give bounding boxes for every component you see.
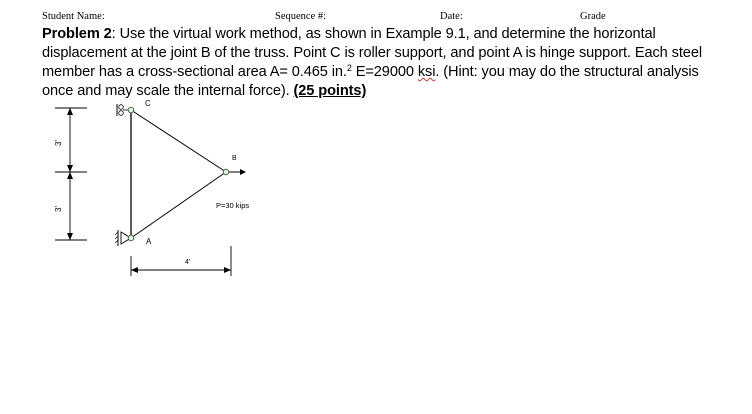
- label-a: A: [146, 237, 152, 246]
- label-c: C: [145, 99, 151, 108]
- dim-width-label: 4': [185, 259, 191, 266]
- roller-support-c: [117, 104, 129, 116]
- sequence-label: Sequence #:: [275, 11, 327, 22]
- problem-text-1: : Use the virtual work method, as shown in Example 9.1, and determine the horizontal displacement at the joint B of the truss. Point C is roller support, and point A is hinge support. Each steel member has a cross-sectional area A= 0.465 in.: [42, 26, 702, 80]
- area-exponent: 2: [346, 63, 352, 73]
- member-cb: [131, 110, 226, 172]
- joint-b: [223, 169, 229, 175]
- load-arrow-head: [240, 169, 246, 175]
- vertical-dimension: [55, 108, 87, 240]
- problem-text-2: . (Hint: you may do the structural analysis once and may scale the internal force).: [42, 64, 699, 99]
- joint-c: [128, 107, 134, 113]
- modulus-text: E=29000: [351, 64, 418, 80]
- student-name-label: Student Name:: [42, 11, 105, 22]
- date-label: Date:: [440, 11, 463, 22]
- problem-label: Problem 2: [42, 26, 112, 42]
- load-label: P=30 kips: [216, 201, 250, 210]
- ksi-unit: ksi: [417, 64, 436, 80]
- grade-label: Grade: [580, 11, 606, 22]
- label-b: B: [232, 155, 237, 162]
- member-ab: [131, 172, 226, 238]
- dim-upper-label: 3': [54, 140, 63, 146]
- horizontal-dimension: [131, 246, 231, 276]
- joint-a: [128, 235, 134, 241]
- dim-lower-label: 3': [54, 206, 63, 212]
- points-label: (25 points): [293, 83, 367, 99]
